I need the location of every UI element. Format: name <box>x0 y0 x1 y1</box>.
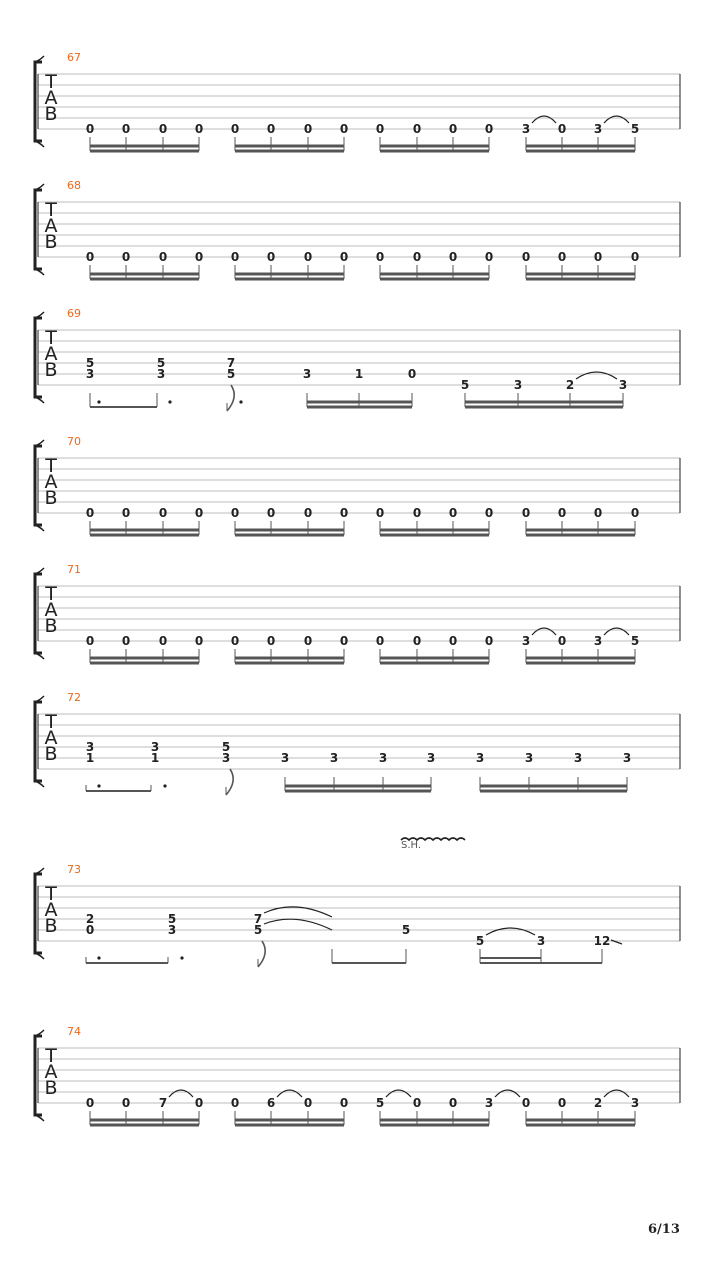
fret-number: 0 <box>375 506 385 520</box>
fret-number: 0 <box>557 634 567 648</box>
fret-number: 3 <box>150 740 160 754</box>
fret-number: 0 <box>266 506 276 520</box>
fret-number: 0 <box>194 250 204 264</box>
fret-number: 0 <box>158 122 168 136</box>
fret-number: 0 <box>484 250 494 264</box>
fret-number: 0 <box>158 506 168 520</box>
fret-number: 0 <box>630 250 640 264</box>
fret-number: 0 <box>303 250 313 264</box>
fret-number: 1 <box>85 751 95 765</box>
note-flag <box>227 385 234 411</box>
augmentation-dot <box>239 400 242 403</box>
fret-number: 6 <box>266 1096 276 1110</box>
fret-number: 5 <box>167 912 177 926</box>
fret-number: 0 <box>194 1096 204 1110</box>
fret-number: 0 <box>375 122 385 136</box>
tie-arc <box>169 1090 193 1097</box>
fret-number: 0 <box>85 250 95 264</box>
fret-number: 5 <box>630 122 640 136</box>
fret-number: 0 <box>158 634 168 648</box>
tab-clef-letter: B <box>44 103 58 125</box>
tab-clef-letter: B <box>44 743 58 765</box>
fret-number: 0 <box>412 250 422 264</box>
fret-number: 0 <box>448 506 458 520</box>
tab-system <box>35 563 680 663</box>
fret-number: 0 <box>412 506 422 520</box>
fret-number: 0 <box>339 506 349 520</box>
fret-number: 3 <box>221 751 231 765</box>
fret-number: 3 <box>593 634 603 648</box>
augmentation-dot <box>97 784 100 787</box>
measure-number: 67 <box>67 51 81 64</box>
fret-number: 0 <box>85 923 95 937</box>
note-flag <box>258 941 265 967</box>
measure-number: 71 <box>67 563 81 576</box>
fret-number: 3 <box>378 751 388 765</box>
fret-number: 0 <box>303 1096 313 1110</box>
measure-number: 74 <box>67 1025 81 1038</box>
fret-number: 0 <box>339 250 349 264</box>
fret-number: 3 <box>536 934 546 948</box>
measure-number: 73 <box>67 863 81 876</box>
augmentation-dot <box>163 784 166 787</box>
tab-clef-letter: A <box>44 471 58 493</box>
fret-number: 3 <box>521 122 531 136</box>
fret-number: 0 <box>121 1096 131 1110</box>
fret-number: 0 <box>375 634 385 648</box>
fret-number: 0 <box>230 122 240 136</box>
augmentation-dot <box>97 956 100 959</box>
fret-number: 0 <box>521 1096 531 1110</box>
tab-clef-letter: T <box>45 883 57 905</box>
fret-number: 0 <box>121 634 131 648</box>
tab-clef-letter: B <box>44 487 58 509</box>
tie-arc <box>386 1090 411 1097</box>
fret-number: 0 <box>230 1096 240 1110</box>
technique-annotation: S.H. <box>401 840 422 851</box>
fret-number: 0 <box>593 506 603 520</box>
tab-clef-letter: T <box>45 455 57 477</box>
tie-arc <box>576 372 617 379</box>
augmentation-dot <box>180 956 183 959</box>
tab-clef-letter: T <box>45 71 57 93</box>
tab-system <box>35 1025 680 1125</box>
fret-number: 3 <box>475 751 485 765</box>
fret-number: 7 <box>253 912 263 926</box>
fret-number: 5 <box>156 356 166 370</box>
tab-clef-letter: B <box>44 359 58 381</box>
tab-system <box>35 307 680 411</box>
tab-clef-letter: T <box>45 1045 57 1067</box>
tab-clef-letter: T <box>45 711 57 733</box>
fret-number: 5 <box>85 356 95 370</box>
fret-number: 0 <box>448 250 458 264</box>
fret-number: 5 <box>375 1096 385 1110</box>
fret-number: 0 <box>557 122 567 136</box>
fret-number: 0 <box>121 506 131 520</box>
fret-number: 3 <box>593 122 603 136</box>
fret-number: 3 <box>513 378 523 392</box>
fret-number: 3 <box>484 1096 494 1110</box>
fret-number: 0 <box>630 506 640 520</box>
fret-number: 3 <box>618 378 628 392</box>
tie-arc <box>604 1090 629 1097</box>
measure-number: 68 <box>67 179 81 192</box>
tie-arc <box>532 628 556 635</box>
tab-clef-letter: A <box>44 599 58 621</box>
fret-number: 0 <box>194 634 204 648</box>
fret-number: 7 <box>158 1096 168 1110</box>
fret-number: 0 <box>303 634 313 648</box>
fret-number: 0 <box>557 506 567 520</box>
tie-arc <box>604 116 629 123</box>
fret-number: 2 <box>565 378 575 392</box>
tab-clef-letter: B <box>44 1077 58 1099</box>
tab-clef-letter: B <box>44 615 58 637</box>
tab-system <box>35 51 680 151</box>
fret-number: 0 <box>521 250 531 264</box>
fret-number: 0 <box>303 506 313 520</box>
fret-number: 3 <box>329 751 339 765</box>
tie-arc <box>604 628 629 635</box>
fret-number: 3 <box>85 367 95 381</box>
fret-number: 0 <box>412 1096 422 1110</box>
tab-clef-letter: T <box>45 199 57 221</box>
fret-number: 0 <box>593 250 603 264</box>
fret-number: 0 <box>484 122 494 136</box>
tab-system <box>35 691 680 795</box>
tie-arc <box>532 116 556 123</box>
measure-number: 70 <box>67 435 81 448</box>
fret-number: 0 <box>194 122 204 136</box>
fret-number: 0 <box>158 250 168 264</box>
tab-clef-letter: A <box>44 343 58 365</box>
fret-number: 0 <box>266 634 276 648</box>
tie-arc <box>486 928 535 935</box>
tie-arc <box>277 1090 302 1097</box>
fret-number: 0 <box>557 1096 567 1110</box>
fret-number: 1 <box>150 751 160 765</box>
fret-number: 0 <box>484 634 494 648</box>
tab-system <box>35 838 680 967</box>
tab-clef-letter: A <box>44 899 58 921</box>
fret-number: 0 <box>266 122 276 136</box>
augmentation-dot <box>97 400 100 403</box>
augmentation-dot <box>168 400 171 403</box>
fret-number: 0 <box>448 634 458 648</box>
note-flag <box>226 769 233 795</box>
fret-number: 0 <box>412 634 422 648</box>
fret-number: 3 <box>630 1096 640 1110</box>
tab-system <box>35 435 680 535</box>
fret-number: 0 <box>339 1096 349 1110</box>
fret-number: 0 <box>85 506 95 520</box>
fret-number: 3 <box>156 367 166 381</box>
fret-number: 0 <box>121 122 131 136</box>
fret-number: 0 <box>557 250 567 264</box>
fret-number: 0 <box>407 367 417 381</box>
tab-clef-letter: A <box>44 727 58 749</box>
fret-number: 0 <box>448 1096 458 1110</box>
measure-number: 69 <box>67 307 81 320</box>
fret-number: 3 <box>167 923 177 937</box>
fret-number: 0 <box>266 250 276 264</box>
fret-number: 0 <box>230 506 240 520</box>
fret-number: 0 <box>230 250 240 264</box>
fret-number: 12 <box>593 934 611 948</box>
tab-clef-letter: T <box>45 327 57 349</box>
fret-number: 0 <box>121 250 131 264</box>
fret-number: 0 <box>448 122 458 136</box>
fret-number: 3 <box>280 751 290 765</box>
fret-number: 3 <box>573 751 583 765</box>
tie-arc <box>264 919 332 930</box>
fret-number: 0 <box>85 634 95 648</box>
tab-clef-letter: B <box>44 915 58 937</box>
measure-number: 72 <box>67 691 81 704</box>
fret-number: 3 <box>426 751 436 765</box>
fret-number: 0 <box>521 506 531 520</box>
fret-number: 0 <box>339 122 349 136</box>
fret-number: 5 <box>630 634 640 648</box>
fret-number: 0 <box>230 634 240 648</box>
fret-number: 3 <box>524 751 534 765</box>
tab-clef-letter: B <box>44 231 58 253</box>
fret-number: 0 <box>85 1096 95 1110</box>
fret-number: 2 <box>85 912 95 926</box>
fret-number: 5 <box>221 740 231 754</box>
fret-number: 3 <box>85 740 95 754</box>
fret-number: 5 <box>475 934 485 948</box>
fret-number: 0 <box>194 506 204 520</box>
fret-number: 0 <box>484 506 494 520</box>
fret-number: 0 <box>339 634 349 648</box>
page-number: 6/13 <box>648 1222 680 1237</box>
fret-number: 0 <box>412 122 422 136</box>
fret-number: 1 <box>354 367 364 381</box>
fret-number: 3 <box>302 367 312 381</box>
tab-clef-letter: T <box>45 583 57 605</box>
fret-number: 7 <box>226 356 236 370</box>
tab-clef-letter: A <box>44 1061 58 1083</box>
tab-system <box>35 179 680 279</box>
fret-number: 0 <box>303 122 313 136</box>
fret-number: 3 <box>521 634 531 648</box>
fret-number: 0 <box>85 122 95 136</box>
fret-number: 2 <box>593 1096 603 1110</box>
fret-number: 3 <box>622 751 632 765</box>
fret-number: 5 <box>253 923 263 937</box>
fret-number: 5 <box>226 367 236 381</box>
fret-number: 5 <box>460 378 470 392</box>
fret-number: 0 <box>375 250 385 264</box>
tie-arc <box>495 1090 520 1097</box>
tab-clef-letter: A <box>44 87 58 109</box>
fret-number: 5 <box>401 923 411 937</box>
tab-clef-letter: A <box>44 215 58 237</box>
